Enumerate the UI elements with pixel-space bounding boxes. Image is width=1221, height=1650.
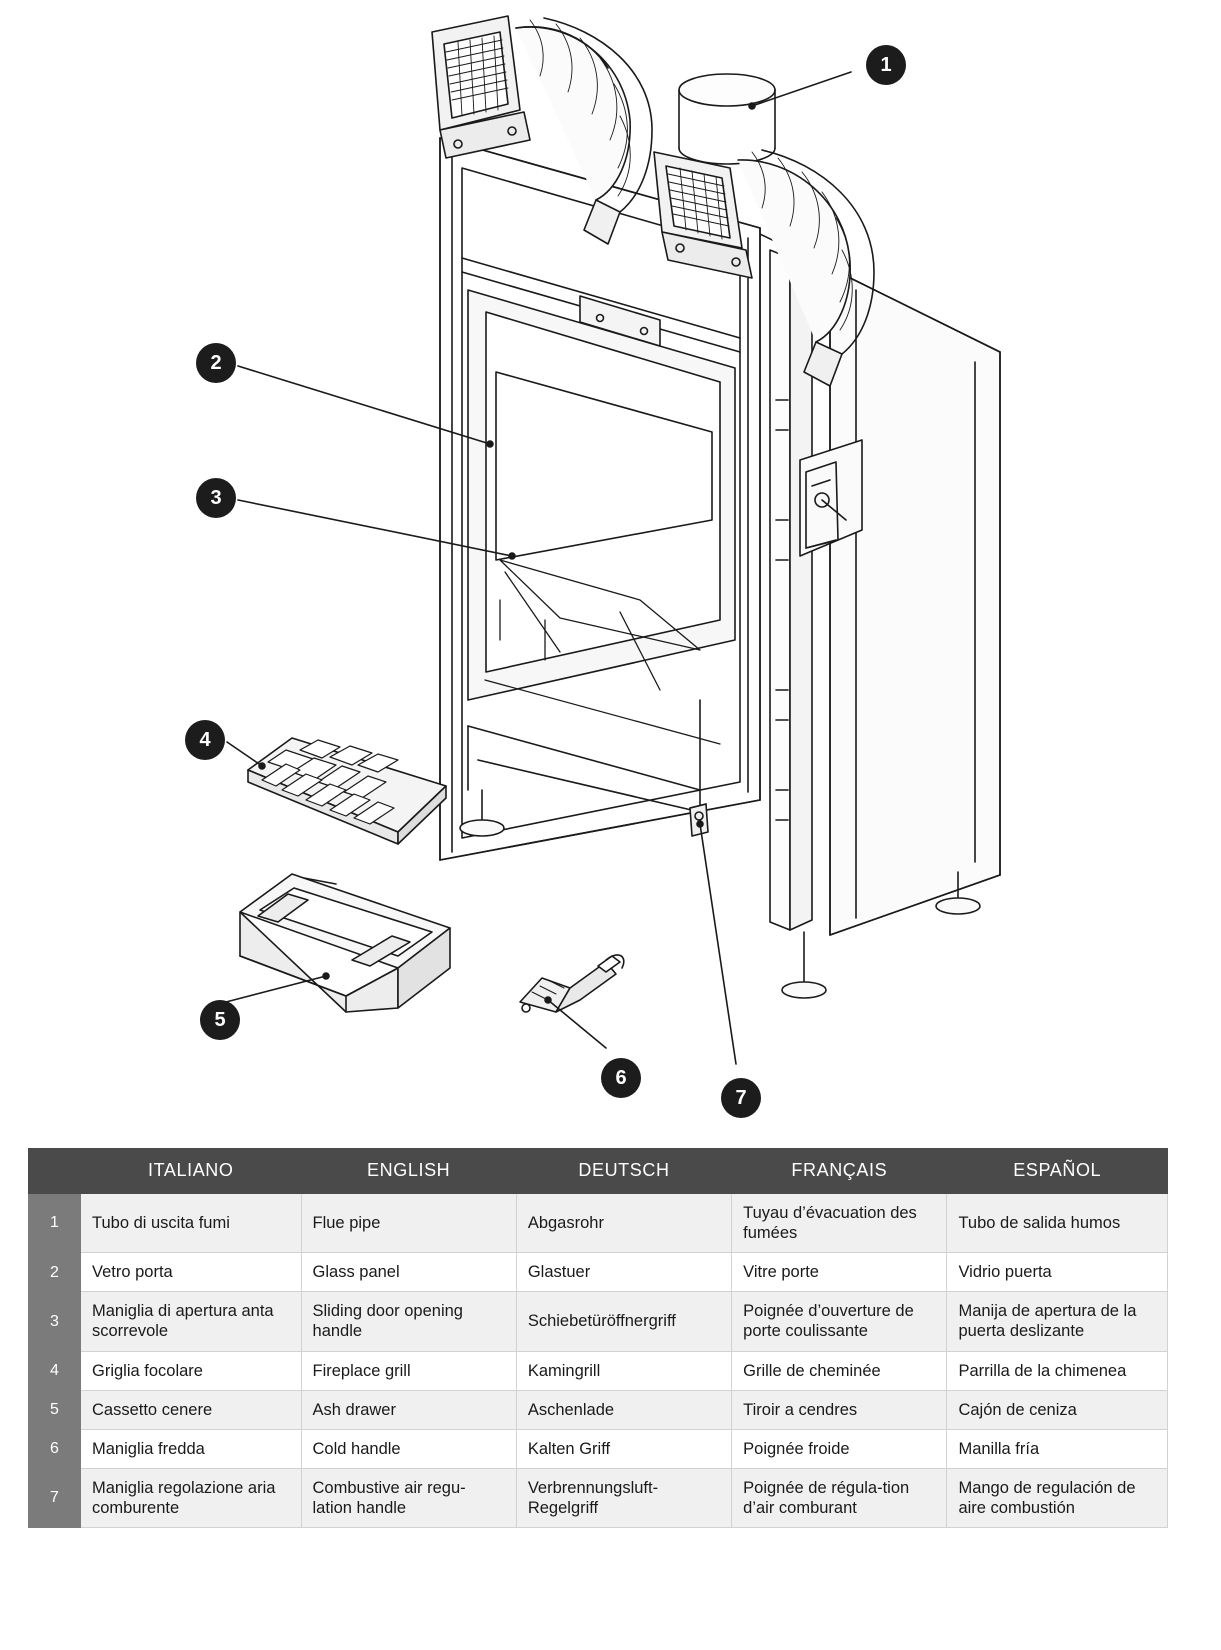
row-deutsch: Glastuer <box>516 1253 731 1292</box>
row-deutsch: Verbrennungsluft-Regelgriff <box>516 1468 731 1527</box>
row-number: 2 <box>29 1253 81 1292</box>
table-row <box>29 1429 1168 1468</box>
callout-7 <box>721 1078 761 1118</box>
fireplace-grill <box>248 738 446 844</box>
legend-header-espanol: ESPAÑOL <box>947 1149 1168 1194</box>
row-italiano: Cassetto cenere <box>81 1390 302 1429</box>
table-row <box>29 1292 1168 1351</box>
legend-header-row <box>29 1149 1168 1194</box>
row-francais: Poignée d’ouverture de porte coulissante <box>732 1292 947 1351</box>
row-espanol: Vidrio puerta <box>947 1253 1168 1292</box>
leader-4 <box>227 742 262 766</box>
callout-6 <box>601 1058 641 1098</box>
row-english: Sliding door opening handle <box>301 1292 516 1351</box>
callout-3-label: 3 <box>210 486 222 509</box>
row-italiano: Maniglia regolazione aria comburente <box>81 1468 302 1527</box>
row-francais: Tiroir a cendres <box>732 1390 947 1429</box>
callout-1 <box>866 45 906 85</box>
row-francais: Tuyau d’évacuation des fumées <box>732 1193 947 1252</box>
table-row <box>29 1468 1168 1527</box>
callout-1-label: 1 <box>880 53 892 76</box>
table-row <box>29 1253 1168 1292</box>
row-english: Cold handle <box>301 1429 516 1468</box>
ash-drawer <box>240 874 450 1012</box>
leader-7 <box>700 824 736 1064</box>
callout-4 <box>185 720 225 760</box>
row-number: 3 <box>29 1292 81 1351</box>
row-francais: Poignée de régula-tion d’air comburant <box>732 1468 947 1527</box>
row-english: Ash drawer <box>301 1390 516 1429</box>
row-espanol: Parrilla de la chimenea <box>947 1351 1168 1390</box>
row-italiano: Maniglia di apertura anta scorrevole <box>81 1292 302 1351</box>
blower-upper-right <box>654 152 752 278</box>
row-francais: Poignée froide <box>732 1429 947 1468</box>
hinge-column <box>770 250 812 930</box>
row-deutsch: Schiebetüröffnergriff <box>516 1292 731 1351</box>
row-english: Flue pipe <box>301 1193 516 1252</box>
leader-5 <box>226 976 326 1002</box>
row-number: 4 <box>29 1351 81 1390</box>
row-number: 5 <box>29 1390 81 1429</box>
row-italiano: Maniglia fredda <box>81 1429 302 1468</box>
row-italiano: Vetro porta <box>81 1253 302 1292</box>
callout-3 <box>196 478 236 518</box>
blower-upper-left <box>432 16 530 158</box>
row-english: Glass panel <box>301 1253 516 1292</box>
legend-header-francais: FRANÇAIS <box>732 1149 947 1194</box>
row-number: 6 <box>29 1429 81 1468</box>
table-row <box>29 1390 1168 1429</box>
air-regulation-handle <box>690 804 708 836</box>
row-english: Combustive air regu-lation handle <box>301 1468 516 1527</box>
cold-handle-tool <box>520 955 624 1012</box>
row-espanol: Mango de regulación de aire combustión <box>947 1468 1168 1527</box>
parts-legend-table <box>28 1148 1168 1528</box>
callout-2 <box>196 343 236 383</box>
callout-7-label: 7 <box>735 1086 747 1109</box>
callout-5 <box>200 1000 240 1040</box>
row-francais: Vitre porte <box>732 1253 947 1292</box>
flue-pipe <box>679 74 775 164</box>
row-deutsch: Kalten Griff <box>516 1429 731 1468</box>
legend-header-num <box>29 1149 81 1194</box>
legend-header-english: ENGLISH <box>301 1149 516 1194</box>
row-espanol: Cajón de ceniza <box>947 1390 1168 1429</box>
callout-6-label: 6 <box>615 1066 627 1089</box>
table-row <box>29 1193 1168 1252</box>
row-deutsch: Abgasrohr <box>516 1193 731 1252</box>
row-deutsch: Kamingrill <box>516 1351 731 1390</box>
row-francais: Grille de cheminée <box>732 1351 947 1390</box>
row-italiano: Griglia focolare <box>81 1351 302 1390</box>
row-number: 1 <box>29 1193 81 1252</box>
row-espanol: Tubo de salida humos <box>947 1193 1168 1252</box>
row-italiano: Tubo di uscita fumi <box>81 1193 302 1252</box>
row-english: Fireplace grill <box>301 1351 516 1390</box>
callout-5-label: 5 <box>214 1008 226 1031</box>
row-espanol: Manilla fría <box>947 1429 1168 1468</box>
row-number: 7 <box>29 1468 81 1527</box>
row-deutsch: Aschenlade <box>516 1390 731 1429</box>
legend-header-deutsch: DEUTSCH <box>516 1149 731 1194</box>
legend-header-italiano: ITALIANO <box>81 1149 302 1194</box>
callout-2-label: 2 <box>210 351 222 374</box>
table-row <box>29 1351 1168 1390</box>
row-espanol: Manija de apertura de la puerta deslizante <box>947 1292 1168 1351</box>
leader-6 <box>548 1000 606 1048</box>
callout-4-label: 4 <box>199 728 211 751</box>
